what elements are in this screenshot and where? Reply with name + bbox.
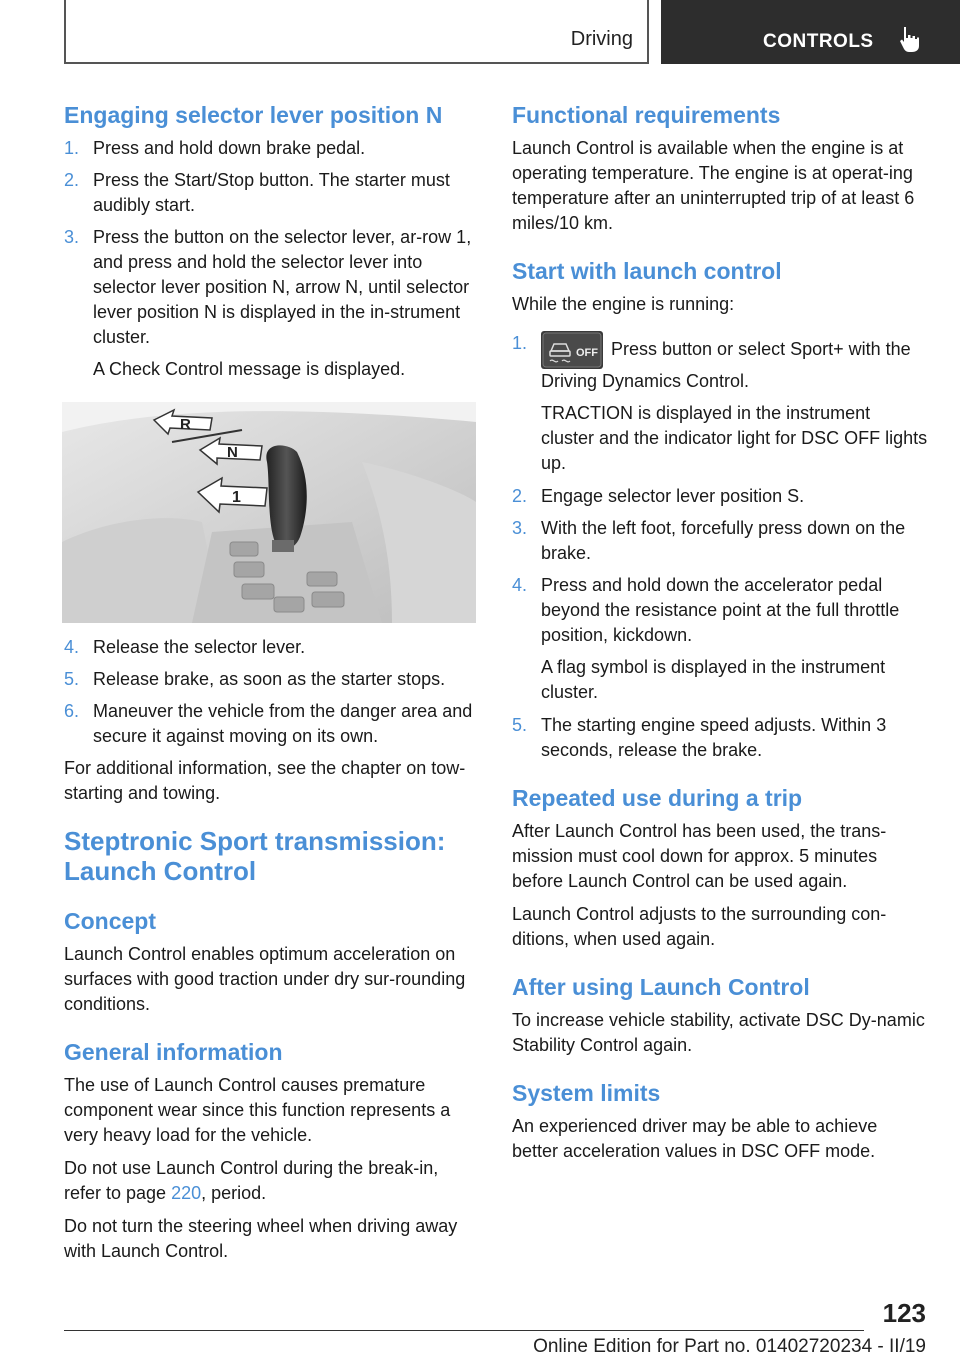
list-text: With the left foot, forcefully press down on the brake. xyxy=(541,518,906,563)
list-text: Press button or select Sport+ with the Driving Dynamics Control. xyxy=(541,339,911,391)
heading-functional: Functional requirements xyxy=(512,102,781,128)
list-item xyxy=(512,573,928,648)
list-text: Release the selector lever. xyxy=(93,637,306,657)
list-number: 5. xyxy=(64,669,80,689)
hand-pointer-icon xyxy=(895,24,925,54)
label-n: N xyxy=(227,444,238,461)
paragraph-repeated-2: Launch Control adjusts to the surrounding con‐ditions, when used again. xyxy=(512,904,887,949)
list-text: The starting engine speed adjusts. Within 3 seconds, release the brake. xyxy=(541,715,887,760)
step-note: A Check Control message is displayed. xyxy=(93,359,406,379)
list-text: Press and hold down brake pedal. xyxy=(93,138,366,158)
button-label: OFF xyxy=(576,347,598,359)
list-number: 2. xyxy=(512,486,528,506)
list-number: 6. xyxy=(64,701,80,721)
list-number: 1. xyxy=(64,138,80,158)
list-number: 3. xyxy=(512,518,528,538)
paragraph-concept: Launch Control enables optimum acceleration on surfaces with good traction under dry sur‐rounding conditions. xyxy=(64,944,466,1014)
footer-edition: Online Edition for Part no. 01402720234 - II/19 xyxy=(533,1336,926,1357)
list-text: Release brake, as soon as the starter stops. xyxy=(93,669,446,689)
heading-concept: Concept xyxy=(64,908,156,934)
list-text: Press the button on the selector lever, ar‐row 1, and press and hold the selector lever into selector lever position N, arrow N, until selector lever position N is displayed in the in‐strument cluster. xyxy=(93,227,472,347)
list-item xyxy=(64,225,478,350)
paragraph-functional: Launch Control is available when the engine is at operating temperature. The engine is at operat‐ing temperature after an uninterrupted trip of at least 6 miles/10 km. xyxy=(512,138,915,233)
paragraph-after: To increase vehicle stability, activate DSC Dy‐namic Stability Control again. xyxy=(512,1010,925,1055)
header-section-box xyxy=(64,0,649,64)
text-span: Do not use Launch Control during the break-in, refer to page xyxy=(64,1158,439,1203)
heading-repeated: Repeated use during a trip xyxy=(512,785,803,811)
paragraph-general-1: The use of Launch Control causes premature component wear since this function represents a very heavy load for the vehicle. xyxy=(64,1075,451,1145)
header-chapter: CONTROLS xyxy=(763,31,874,52)
list-number: 1. xyxy=(512,333,528,353)
heading-limits: System limits xyxy=(512,1080,661,1106)
list-number: 4. xyxy=(64,637,80,657)
paragraph-start: While the engine is running: xyxy=(512,294,735,314)
page-link[interactable]: 220 xyxy=(171,1183,202,1203)
list-number: 5. xyxy=(512,715,528,735)
footer-divider xyxy=(64,1330,864,1331)
paragraph-additional: For additional information, see the chapter on tow-starting and towing. xyxy=(64,758,466,803)
right-column xyxy=(512,100,928,1172)
list-item xyxy=(512,713,928,763)
heading-steptronic: Steptronic Sport transmission: Launch Control xyxy=(64,826,446,886)
list-text: Engage selector lever position S. xyxy=(541,486,805,506)
list-item xyxy=(64,136,478,161)
heading-engaging-n: Engaging selector lever position N xyxy=(64,102,443,128)
step-note: A flag symbol is displayed in the instrument cluster. xyxy=(541,657,886,702)
heading-general: General information xyxy=(64,1039,283,1065)
paragraph-limits: An experienced driver may be able to achieve better acceleration values in DSC OFF mode. xyxy=(512,1116,878,1161)
list-item xyxy=(64,699,478,749)
list-number: 4. xyxy=(512,575,528,595)
list-item xyxy=(64,635,478,660)
paragraph-general-3: Do not turn the steering wheel when driving away with Launch Control. xyxy=(64,1216,458,1261)
label-1: 1 xyxy=(232,489,241,506)
list-item xyxy=(64,667,478,692)
list-item xyxy=(512,516,928,566)
list-text: Maneuver the vehicle from the danger area and secure it against moving on its own. xyxy=(93,701,473,746)
heading-after: After using Launch Control xyxy=(512,974,810,1000)
paragraph-repeated-1: After Launch Control has been used, the trans‐mission must cool down for approx. 5 minutes before Launch Control can be used again. xyxy=(512,821,887,891)
paragraph-general-2 xyxy=(64,1156,478,1206)
header-section: Driving xyxy=(570,28,633,50)
list-item xyxy=(64,168,478,218)
step-note: TRACTION is displayed in the instrument cluster and the indicator light for DSC OFF lights up. xyxy=(541,403,928,473)
selector-lever-photo xyxy=(62,402,476,623)
page-number: 123 xyxy=(882,1298,926,1328)
list-text: Press and hold down the accelerator pedal beyond the resistance point at the full throttle position, kickdown. xyxy=(541,575,900,645)
list-item xyxy=(512,331,928,394)
left-column xyxy=(64,100,478,1272)
list-text: Press the Start/Stop button. The starter must audibly start. xyxy=(93,170,450,215)
list-text-wrap xyxy=(541,331,928,394)
list-item xyxy=(512,484,928,509)
dsc-off-button-icon xyxy=(541,331,603,369)
list-number: 3. xyxy=(64,227,80,247)
header-chapter-box xyxy=(661,0,960,64)
label-r: R xyxy=(180,416,191,433)
list-number: 2. xyxy=(64,170,80,190)
text-span: , period. xyxy=(201,1183,267,1203)
heading-start: Start with launch control xyxy=(512,258,782,284)
